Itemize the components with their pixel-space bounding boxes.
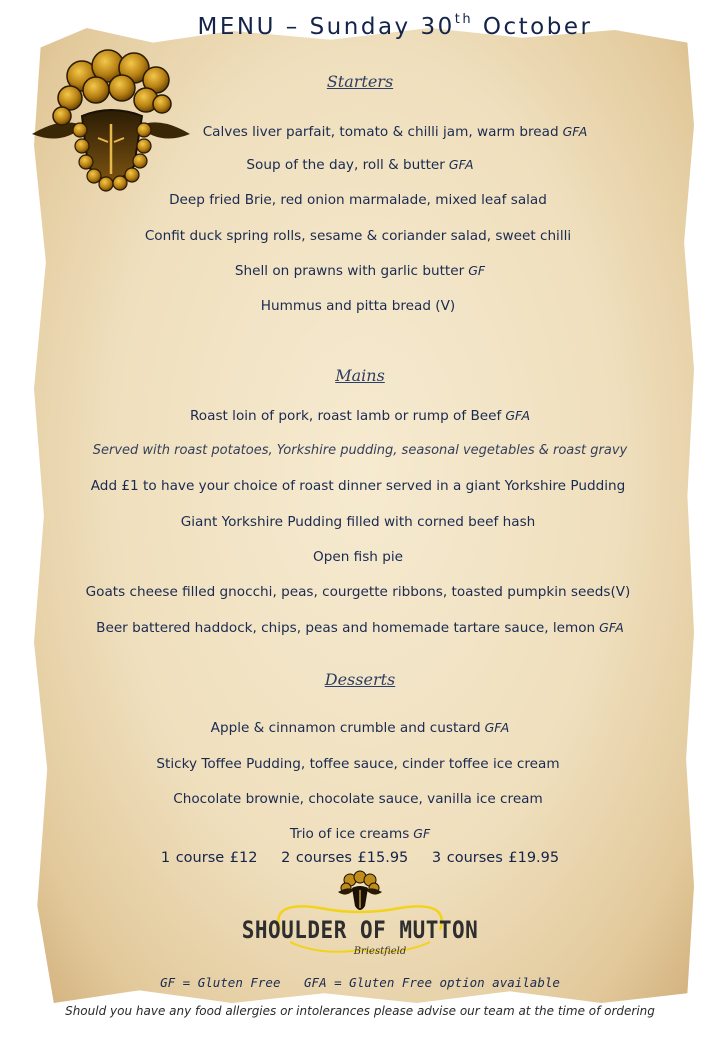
dessert-item: Apple & cinnamon crumble and custard GFA [210,720,510,736]
main-item: Giant Yorkshire Pudding filled with corned beef hash [180,514,536,530]
main-item: Open fish pie [313,549,403,565]
main-item: Add £1 to have your choice of roast dinner served in a giant Yorkshire Pudding [90,478,626,494]
starter-item: Hummus and pitta bread (V) [260,298,456,314]
small-sheep-icon [334,870,386,918]
price-two-courses: 2 courses £15.95 [281,850,409,866]
starter-item: Soup of the day, roll & butter GFA [246,157,474,173]
brand-name: SHOULDER OF MUTTON [241,916,479,944]
roast-description: Served with roast potatoes, Yorkshire pudding, seasonal vegetables & roast gravy [92,443,628,458]
allergy-note: Should you have any food allergies or intolerances please advise our team at the time of ordering [65,1004,655,1018]
main-item: Roast loin of pork, roast lamb or rump of Beef GFA [189,408,531,424]
starter-item: Confit duck spring rolls, sesame & coriander salad, sweet chilli [144,228,572,244]
legend-gfa: GFA = Gluten Free option available [304,975,560,990]
price-three-courses: 3 courses £19.95 [431,850,560,866]
starters-heading: Starters [326,72,394,91]
price-line [0,850,720,866]
gluten-legend [0,975,720,990]
starter-item: Shell on prawns with garlic butter GF [234,263,486,279]
dessert-item: Chocolate brownie, chocolate sauce, vanilla ice cream [173,791,543,807]
main-item: Beer battered haddock, chips, peas and homemade tartare sauce, lemon GFA [96,620,624,636]
desserts-heading: Desserts [324,670,396,689]
brand-place: Briestfield [353,946,407,957]
starter-item: Deep fried Brie, red onion marmalade, mixed leaf salad [169,192,547,208]
dessert-item: Trio of ice creams GF [289,826,431,842]
mains-heading: Mains [335,366,385,385]
price-one-course: 1 course £12 [160,850,258,866]
dessert-item: Sticky Toffee Pudding, toffee sauce, cinder toffee ice cream [156,756,560,772]
menu-title: MENU – Sunday 30th October [197,12,593,40]
starter-item: Calves liver parfait, tomato & chilli jam, warm bread GFA [202,124,588,140]
legend-gf: GF = Gluten Free [160,975,281,990]
main-item: Goats cheese filled gnocchi, peas, courgette ribbons, toasted pumpkin seeds(V) [85,584,631,600]
